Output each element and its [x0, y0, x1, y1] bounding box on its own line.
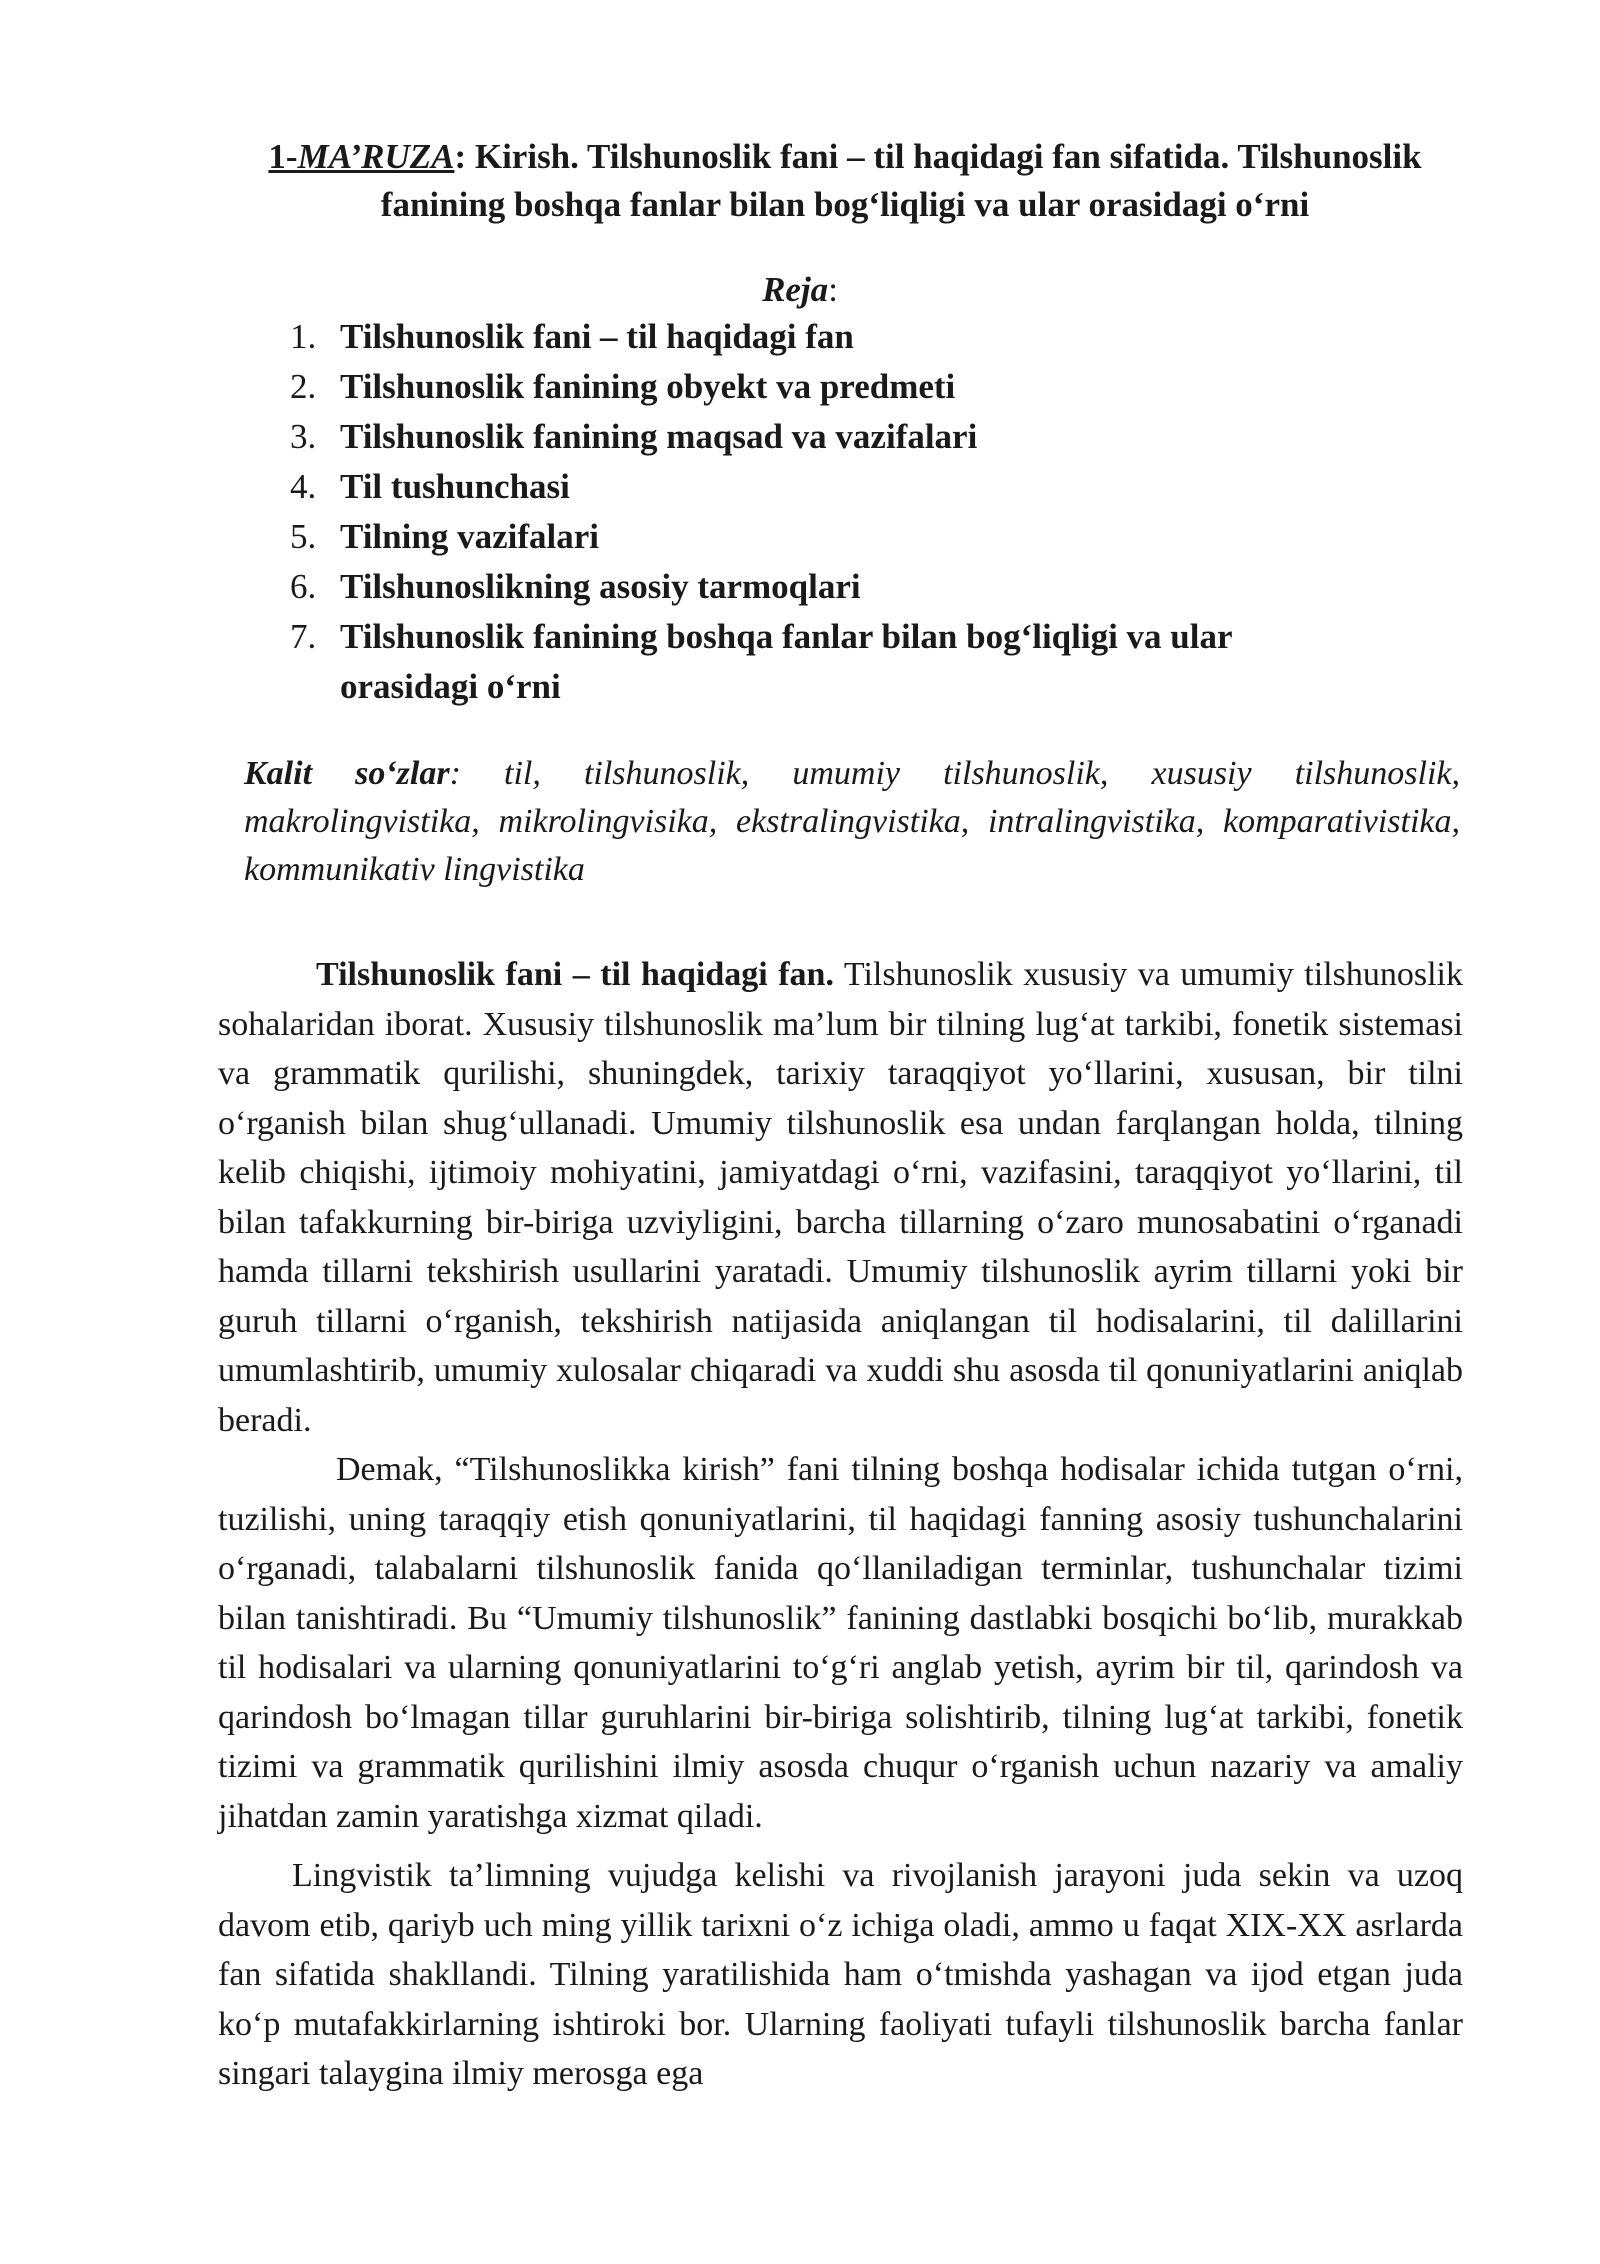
- paragraph-1: Tilshunoslik fani – til haqidagi fan. Tilshunoslik xususiy va umumiy tilshunoslik sohalaridan iborat. Xususiy tilshunoslik ma’lum bir tilning lug‘at tarkibi, fonetik sistemasi va grammatik qurilishi, shuningdek, tarixiy taraqqiyot yo‘llarini, xususan, bir tilni o‘rganish bilan shug‘ullanadi. Umumiy tilshunoslik esa undan farqlangan holda, tilning kelib chiqishi, ijtimoiy mohiyatini, jamiyatdagi o‘rni, vazifasini, taraqqiyot yo‘llarini, til bilan tafakkurning bir-biriga uzviyligini, barcha tillarning o‘zaro munosabatini o‘rganadi hamda tillarni tekshirish usullarini yaratadi. Umumiy tilshunoslik ayrim tillarni yoki bir guruh tillarni o‘rganish, tekshirish natijasida aniqlangan til hodisalarini, til dalillarini umumlashtirib, umumiy xulosalar chiqaradi va xuddi shu asosda til qonuniyatlarini aniqlab beradi.: [218, 956, 1463, 1439]
- keywords-block: [244, 750, 1460, 894]
- section-heading: Tilshunoslik fani – til haqidagi fan.: [316, 956, 834, 993]
- body-text: [218, 950, 1463, 2099]
- keywords-text: : til, tilshunoslik, umumiy tilshunoslik, xususiy tilshunoslik, makrolingvistika, mikrolingvisika, ekstralingvistika, intralingvistika, komparativistika, kommunikativ lingvistika: [244, 755, 1460, 888]
- plan-item: 7. Tilshunoslik fanining boshqa fanlar bilan bog‘liqligi va ular orasidagi o‘rni: [290, 617, 1232, 706]
- plan-item: 3. Tilshunoslik fanining maqsad va vazifalari: [290, 417, 978, 456]
- lecture-title-line2: fanining boshqa fanlar bilan bog‘liqligi va ular orasidagi o‘rni: [380, 185, 1310, 224]
- lecture-title-line1: : Kirish. Tilshunoslik fani – til haqidagi fan sifatida. Tilshunoslik: [454, 137, 1422, 176]
- paragraph-3: Lingvistik ta’limning vujudga kelishi va rivojlanish jarayoni juda sekin va uzoq davom etib, qariyb uch ming yillik tarixni o‘z ichiga oladi, ammo u faqat XIX-XX asrlarda fan sifatida shakllandi. Tilning yaratilishida ham o‘tmishda yashagan va ijod etgan juda ko‘p mutafakkirlarning ishtiroki bor. Ularning faoliyati tufayli tilshunoslik barcha fanlar singari talaygina ilmiy merosga ega: [218, 1857, 1463, 2092]
- plan-item: 5. Tilning vazifalari: [290, 517, 599, 556]
- plan-item: 6. Tilshunoslikning asosiy tarmoqlari: [290, 567, 861, 606]
- lecture-title: [200, 133, 1490, 229]
- plan-item: 1. Tilshunoslik fani – til haqidagi fan: [290, 317, 854, 356]
- plan-list: [290, 312, 1390, 712]
- lecture-number: 1-MA’RUZA: [268, 137, 455, 176]
- paragraph-2: Demak, “Tilshunoslikka kirish” fani tilning boshqa hodisalar ichida tutgan o‘rni, tuzilishi, uning taraqqiy etish qonuniyatlarini, til haqidagi fanning asosiy tushunchalarini o‘rganadi, talabalarni tilshunoslik fanida qo‘llaniladigan terminlar, tushunchalar tizimi bilan tanishtiradi. Bu “Umumiy tilshunoslik” fanining dastlabki bosqichi bo‘lib, murakkab til hodisalari va ularning qonuniyatlarini to‘g‘ri anglab yetish, ayrim bir til, qarindosh va qarindosh bo‘lmagan tillar guruhlarini bir-biriga solishtirib, tilning lug‘at tarkibi, fonetik tizimi va grammatik qurilishini ilmiy asosda chuqur o‘rganish uchun nazariy va amaliy jihatdan zamin yaratishga xizmat qiladi.: [218, 1451, 1463, 1835]
- keywords-label: Kalit so‘zlar: [244, 755, 450, 792]
- plan-item: 2. Tilshunoslik fanining obyekt va predmeti: [290, 367, 956, 406]
- plan-item: 4. Til tushunchasi: [290, 467, 570, 506]
- plan-heading: Reja:: [762, 270, 838, 309]
